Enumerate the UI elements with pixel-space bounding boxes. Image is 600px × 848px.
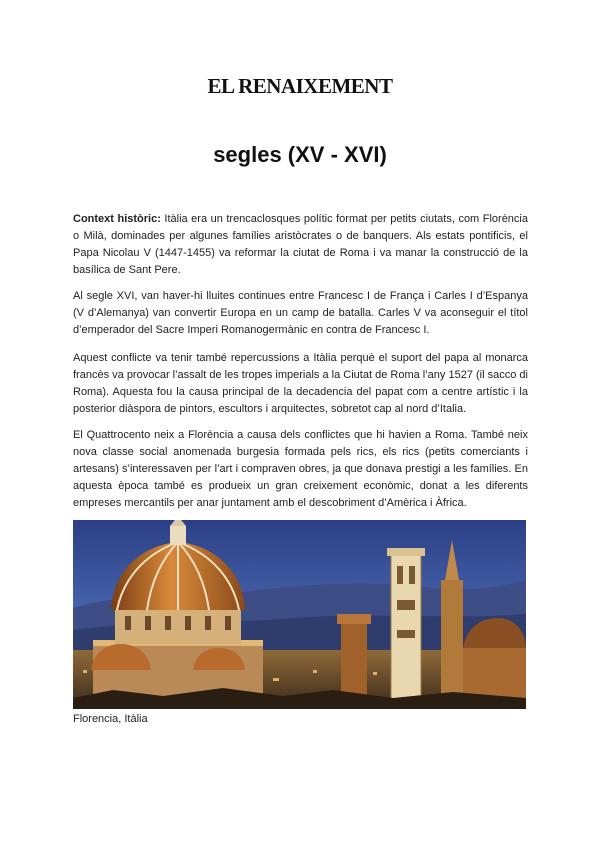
document-title: EL RENAIXEMENT xyxy=(207,74,393,98)
figure-caption: Florencia, Itàlia xyxy=(73,713,148,725)
paragraph-lead: Context històric: xyxy=(73,213,161,225)
paragraph-historical-context xyxy=(73,211,528,279)
florence-cathedral-photo xyxy=(73,520,526,709)
document-subtitle: segles (XV - XVI) xyxy=(213,142,387,167)
paragraph-conflict: Aquest conflicte va tenir també repercussions a Itàlia perquè el suport del papa al monarca francès va provocar l’assalt de les tropes imperials a la Ciutat de Roma l’any 1527 (il sacco di Roma). Aquesta fou la causa principal de la decadencia del papat com a centre artístic i la posterior diàspora de pintors, escultors i arquitectes, sobretot cap al nord d’Italia. xyxy=(73,352,528,415)
paragraph-quattrocento: El Quattrocento neix a Florència a causa dels conflictes que hi havien a Roma. També neix nova classe social anomenada burgesia formada pels rics, els rics (petits comerciants i artesans) s’interessaven per l’art i compraven obres, ja que donava prestigi a les famílies. En aquesta època també es produeix un gran creixement econòmic, donat a les diferents empreses mercantils per anar juntament amb el descobriment d’Amèrica i Àfrica. xyxy=(73,429,528,509)
paragraph-text: Itàlia era un trencaclosques polític format per petits ciutats, com Florència o Milà, dominades per algunes famílies aristòcrates o de banquers. Als estats pontificis, el Papa Nicolau V (1447-1455) va reformar la ciutat de Roma i va manar la construcció de la basílica de Sant Pere. xyxy=(73,213,528,276)
paragraph-16th-century: Al segle XVI, van haver-hi lluites continues entre Francesc I de França i Carles I d’Espanya (V d’Alemanya) van convertir Europa en un camp de batalla. Carles V va aconseguir el títol d’emperador del Sacre Imperi Romanogermànic en contra de Francesc I. xyxy=(73,290,528,336)
